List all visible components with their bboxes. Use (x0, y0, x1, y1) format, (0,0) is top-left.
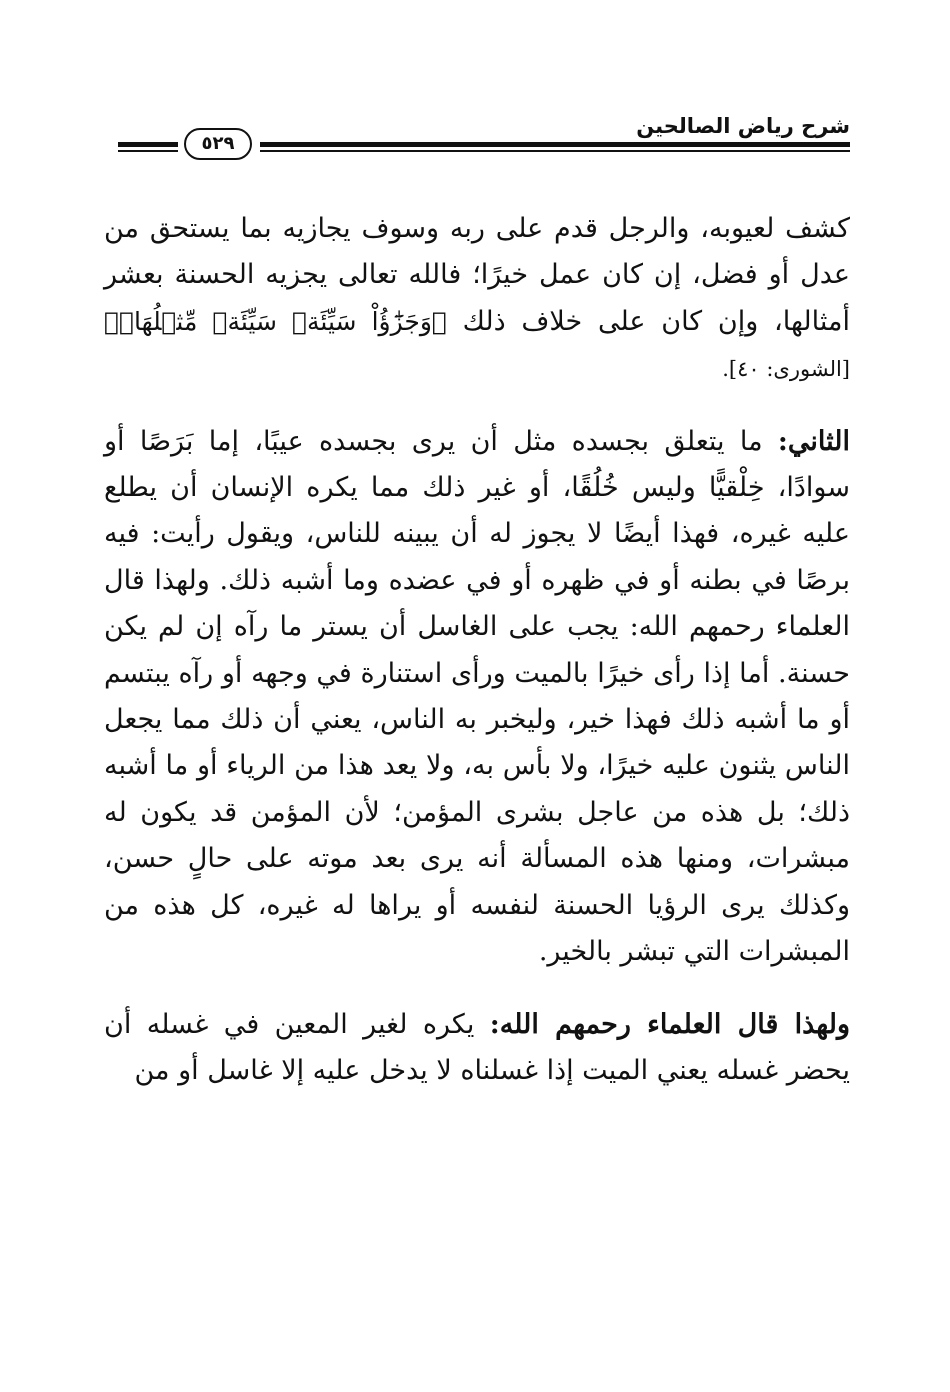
quran-verse: ﴿وَجَزَٰٓؤُاْ سَيِّئَةٖ سَيِّئَةٞ مِّثۡلُهَاۖ﴾ (104, 306, 447, 336)
paragraph-lead: الثاني: (777, 425, 850, 457)
paragraph-2 (104, 419, 850, 976)
paragraph-lead: ولهذا قال العلماء رحمهم الله: (489, 1008, 850, 1040)
rule-thin-line (260, 150, 850, 152)
page-number: ٥٢٩ (184, 128, 252, 160)
running-header (118, 110, 850, 160)
book-title: شرح رياض الصالحين (636, 114, 850, 138)
paragraph-text: يكره لغير المعين في غسله أن يحضر غسله يعني الميت إذا غسلناه لا يدخل عليه إلا غاسل أو من (104, 1008, 850, 1086)
verse-reference: [الشورى: ٤٠]. (722, 357, 850, 382)
rule-thick-line (260, 142, 850, 147)
header-rule-right (260, 142, 850, 153)
rule-thick-line (118, 142, 178, 147)
paragraph-1 (104, 206, 850, 393)
paragraph-text: ما يتعلق بجسده مثل أن يرى بجسده عيبًا، إما بَرَصًا أو سوادًا، خِلْقيًّا وليس خُلُقًا، أو غير ذلك مما يكره الإنسان أن يطلع عليه غيره، فهذا أيضًا لا يجوز له أن يبينه للناس، ويقول رأيت: فيه برصًا في بطنه أو في ظهره أو في عضده وما أشبه ذلك. ولهذا قال العلماء رحمهم الله: يجب على الغاسل أن يستر ما رآه إن لم يكن حسنة. أما إذا رأى خيرًا بالميت ورأى استنارة في وجهه أو رآه يبتسم أو ما أشبه ذلك فهذا خير، وليخبر به الناس، يعني أن ذلك مما يجعل الناس يثنون عليه خيرًا، ولا بأس به، ولا يعد هذا من الرياء أو ما أشبه ذلك؛ بل هذه من عاجل بشرى المؤمن؛ لأن المؤمن قد يكون له مبشرات، ومنها هذه المسألة أنه يرى بعد موته على حالٍ حسن، وكذلك يرى الرؤيا الحسنة لنفسه أو يراها له غيره، كل هذه من المبشرات التي تبشر بالخير. (104, 425, 850, 968)
paragraph-text: كشف لعيوبه، والرجل قدم على ربه وسوف يجازيه بما يستحق من عدل أو فضل، إن كان عمل خيرًا؛ فالله تعالى يجزيه الحسنة بعشر أمثالها، وإن كان على خلاف ذلك (104, 213, 850, 337)
paragraph-3 (104, 1002, 850, 1095)
header-rule-left (118, 142, 178, 153)
rule-thin-line (118, 150, 178, 152)
page-body (104, 206, 850, 1094)
